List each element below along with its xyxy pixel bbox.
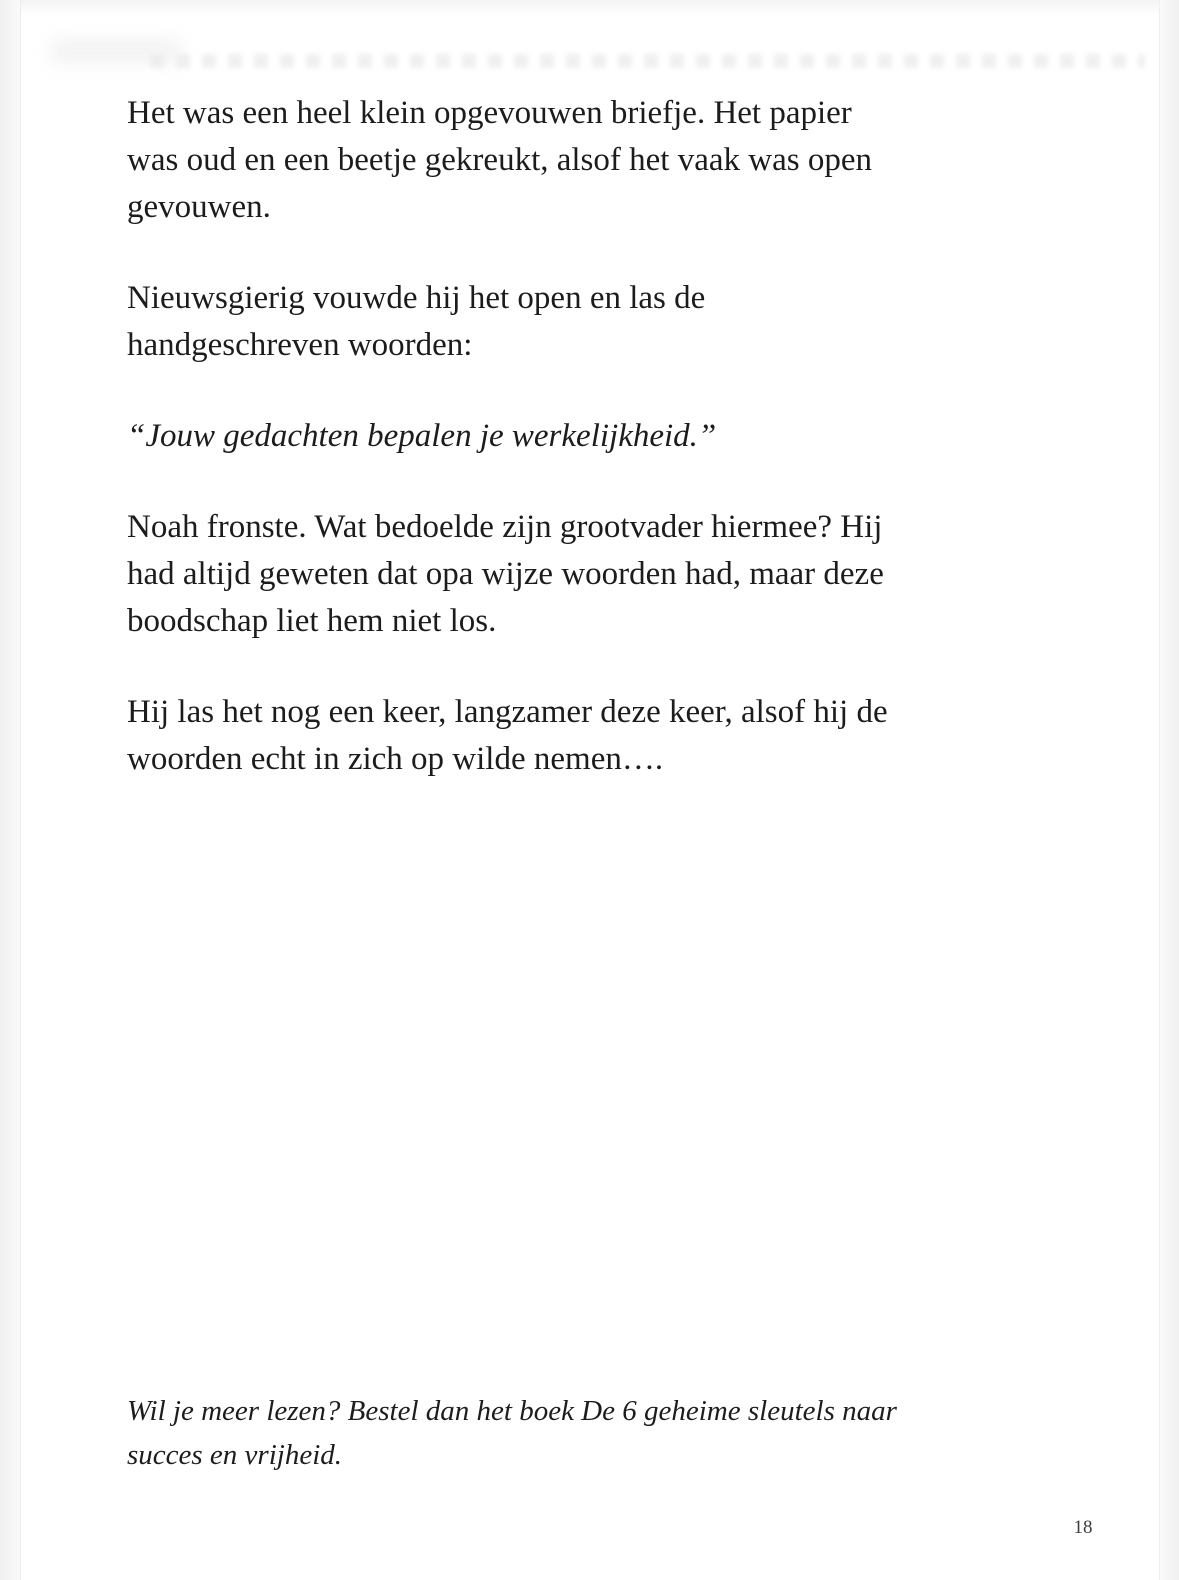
top-edge-fade: [21, 0, 1159, 16]
text-line: gevouwen.: [127, 189, 271, 225]
text-line: Het was een heel klein opgevouwen briefje. Het papier: [127, 95, 852, 131]
order-book-note: [127, 1389, 1043, 1477]
text-line: Hij las het nog een keer, langzamer deze keer, alsof hij de: [127, 694, 888, 730]
text-line: woorden echt in zich op wilde nemen….: [127, 741, 664, 777]
handwritten-quote: [127, 413, 1043, 460]
page-number: 18: [1073, 1517, 1093, 1538]
right-gutter: [1159, 0, 1179, 1580]
paragraph: [127, 689, 1043, 783]
text-line: succes en vrijheid.: [127, 1439, 343, 1471]
text-line: Noah fronste. Wat bedoelde zijn grootvader hiermee? Hij: [127, 509, 883, 545]
text-line: handgeschreven woorden:: [127, 327, 473, 363]
text-line: had altijd geweten dat opa wijze woorden had, maar deze: [127, 556, 884, 592]
paragraph: [127, 504, 1043, 645]
left-gutter: [0, 0, 21, 1580]
text-line: boodschap liet hem niet los.: [127, 603, 497, 639]
paragraph: [127, 275, 1043, 369]
paragraph: [127, 90, 1043, 231]
cropped-previous-text-artifact: [150, 54, 1145, 68]
text-line: “Jouw gedachten bepalen je werkelijkheid.”: [127, 418, 717, 454]
text-line: Nieuwsgierig vouwde hij het open en las de: [127, 280, 706, 316]
text-line: Wil je meer lezen? Bestel dan het boek De 6 geheime sleutels naar: [127, 1395, 897, 1427]
text-line: was oud en een beetje gekreukt, alsof het vaak was open: [127, 142, 872, 178]
page-body-text: [127, 90, 1043, 827]
